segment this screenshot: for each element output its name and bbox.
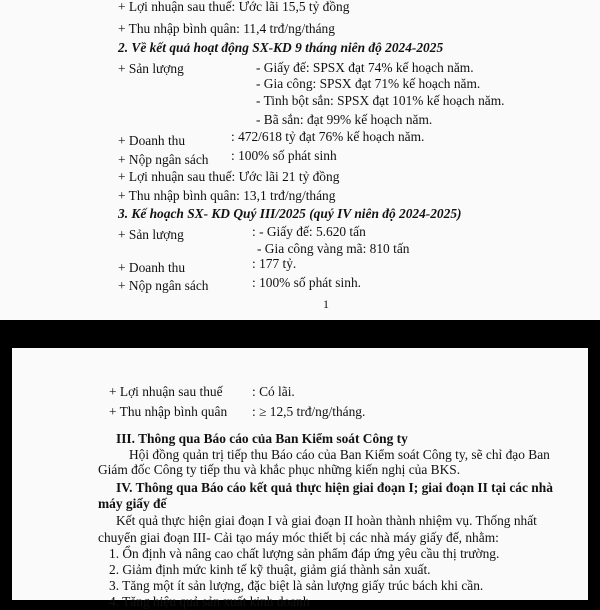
text-line: + Doanh thu xyxy=(118,133,186,148)
text-line: - Gia công vàng mã: 810 tấn xyxy=(257,241,410,256)
text-line: + Nộp ngân sách xyxy=(118,278,209,293)
text-line: - Tinh bột sắn: SPSX đạt 101% kế hoạch năm. xyxy=(256,93,505,108)
text-line: : 100% số phát sinh xyxy=(231,148,337,163)
list-item: 1. Ổn định và nâng cao chất lượng sản phẩm đáp ứng yêu cầu thị trường. xyxy=(109,546,500,561)
list-item: 4. Tăng hiệu quả sản xuất kinh doanh xyxy=(109,594,310,609)
text-line: + Doanh thu xyxy=(118,260,186,275)
text-line: + Thu nhập bình quân: 13,1 trđ/ng/tháng xyxy=(118,188,336,203)
text-line: + Nộp ngân sách xyxy=(118,152,209,167)
section-heading: IV. Thông qua Báo cáo kết quả thực hiện giai đoạn I; giai đoạn II tại các nhà xyxy=(116,480,553,495)
text-line: - Gia công: SPSX đạt 71% kế hoạch năm. xyxy=(256,76,481,91)
text-line: + Thu nhập bình quân xyxy=(109,404,228,419)
section-heading: III. Thông qua Báo cáo của Ban Kiểm soát Công ty xyxy=(116,431,408,446)
text-line: + Sản lượng xyxy=(118,61,184,76)
text-line: : 100% số phát sinh. xyxy=(252,275,361,290)
text-line: : 472/618 tỷ đạt 76% kế hoạch năm. xyxy=(231,129,425,144)
list-item: 2. Giảm định mức kinh tế kỹ thuật, giảm giá thành sản xuất. xyxy=(109,562,431,577)
text-line: + Lợi nhuận sau thuế xyxy=(109,384,223,399)
text-line: Giám đốc Công ty tiếp thu và khắc phục những kiến nghị của BKS. xyxy=(98,462,461,477)
text-line: Hội đồng quản trị tiếp thu Báo cáo của Ban Kiểm soát Công ty, sẽ chỉ đạo Ban xyxy=(129,447,550,462)
text-line: - Giấy đế: SPSX đạt 74% kế hoạch năm. xyxy=(256,60,474,75)
section-heading: máy giấy đế xyxy=(98,496,167,511)
text-line: + Sản lượng xyxy=(118,227,184,242)
text-line: - Bã sắn: đạt 99% kế hoạch năm. xyxy=(256,112,433,127)
text-line: : - Giấy đế: 5.620 tấn xyxy=(252,224,366,239)
text-line: + Lợi nhuận sau thuế: Ước lãi 21 tỷ đồng xyxy=(118,169,340,184)
page-number: 1 xyxy=(323,297,329,311)
section-heading: 2. Về kết quả hoạt động SX-KD 9 tháng niên độ 2024-2025 xyxy=(118,40,444,55)
document-page-2 xyxy=(12,348,588,609)
text-line: Kết quả thực hiện giai đoạn I và giai đoạn II hoàn thành nhiệm vụ. Thống nhất xyxy=(116,513,537,528)
text-line: : ≥ 12,5 trđ/ng/tháng. xyxy=(252,404,366,419)
list-item: 3. Tăng một ít sản lượng, đặc biệt là sản lượng giấy trúc bách khi cần. xyxy=(109,578,484,593)
text-line: : 177 tỷ. xyxy=(252,256,297,271)
text-line: chuyển giai đoạn III- Cải tạo máy móc thiết bị các nhà máy giấy đế, nhằm: xyxy=(98,530,499,545)
text-line: + Thu nhập bình quân: 11,4 trđ/ng/tháng xyxy=(118,21,335,36)
text-line: + Lợi nhuận sau thuế: Ước lãi 15,5 tỷ đồng xyxy=(118,0,350,14)
text-line: : Có lãi. xyxy=(252,384,295,399)
section-heading: 3. Kế hoạch SX- KD Quý III/2025 (quý IV niên độ 2024-2025) xyxy=(118,206,462,221)
